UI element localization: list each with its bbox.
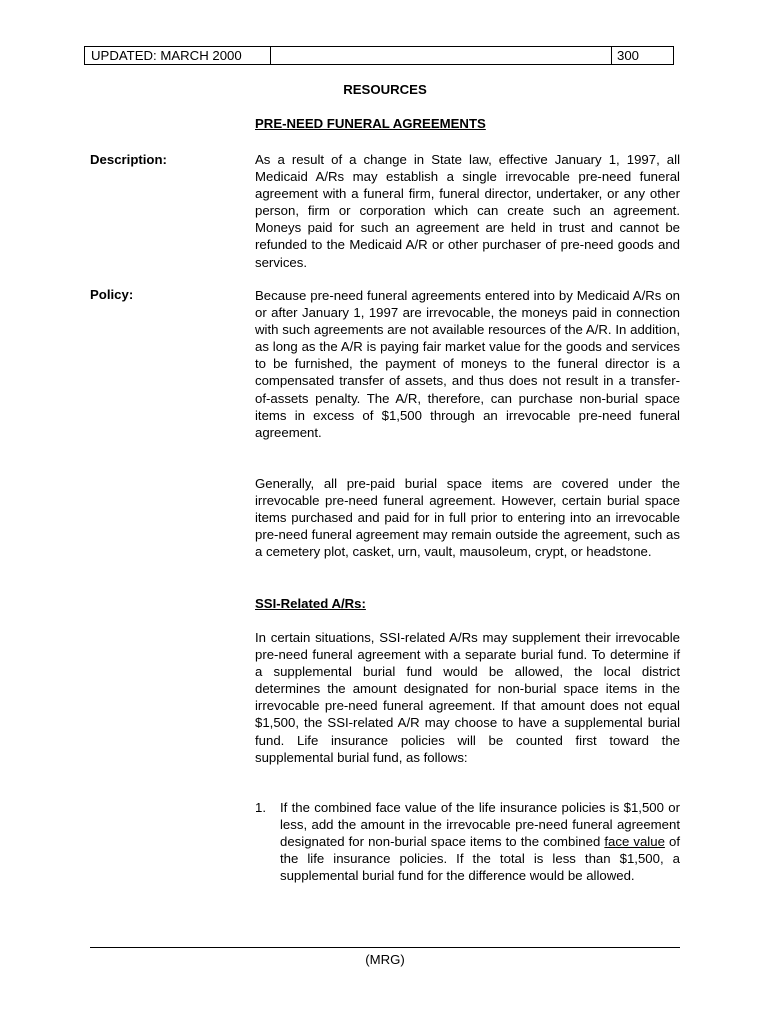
description-label: Description: xyxy=(90,152,167,167)
document-title: PRE-NEED FUNERAL AGREEMENTS xyxy=(255,116,486,131)
ssi-heading: SSI-Related A/Rs: xyxy=(255,596,366,611)
updated-date: UPDATED: MARCH 2000 xyxy=(85,47,271,64)
face-value-underlined: face value xyxy=(604,834,665,850)
list-text xyxy=(280,799,680,884)
list-text-part: of the life insurance policies. If the total is less than $1,500, a supplemental burial fund for the difference would be allowed. xyxy=(280,834,680,884)
header-blank-cell xyxy=(271,47,612,64)
list-text-part: If the combined face value of the life insurance policies is $1,500 or less, add the amount in the irrevocable pre-need funeral agreement designated for non-burial space items to the combined xyxy=(280,800,680,850)
footer-label: (MRG) xyxy=(365,952,405,967)
footer-rule xyxy=(90,947,680,948)
description-paragraph: As a result of a change in State law, effective January 1, 1997, all Medicaid A/Rs may establish a single irrevocable pre-need funeral agreement with a funeral firm, funeral director, undertaker, or any other person, firm or corporation which can create such an agreement. Moneys paid for such an agreement are held in trust and cannot be refunded to the Medicaid A/R or other purchaser of pre-need goods and services. xyxy=(255,152,680,270)
page-number: 300 xyxy=(617,48,640,63)
header-table xyxy=(84,46,674,65)
policy-paragraph-2: Generally, all pre-paid burial space items are covered under the irrevocable pre-need funeral agreement. However, certain burial space items purchased and paid for in full prior to entering into an irrevocable pre-need funeral agreement may remain outside the agreement, such as a cemetery plot, casket, urn, vault, mausoleum, crypt, or headstone. xyxy=(255,476,680,560)
section-title: RESOURCES xyxy=(343,82,427,97)
list-number: 1. xyxy=(255,800,266,815)
ssi-paragraph: In certain situations, SSI-related A/Rs may supplement their irrevocable pre-need funeral agreement with a separate burial fund. To determine if a supplemental burial fund would be allowed, the local district determines the amount designated for non-burial space items in the irrevocable pre-need funeral agreement. If that amount does not equal $1,500, the SSI-related A/R may choose to have a supplemental burial fund. Life insurance policies will be counted first toward the supplemental burial fund, as follows: xyxy=(255,630,680,765)
policy-label: Policy: xyxy=(90,287,134,302)
policy-paragraph-1: Because pre-need funeral agreements entered into by Medicaid A/Rs on or after January 1, 1997 are irrevocable, the moneys paid in connection with such agreements are not available resources of the A/R. In addition, as long as the A/R is paying fair market value for the goods and services to be furnished, the payment of moneys to the funeral director is a compensated transfer of assets, and thus does not result in a transfer-of-assets penalty. The A/R, therefore, can purchase non-burial space items in excess of $1,500 through an irrevocable pre-need funeral agreement. xyxy=(255,288,680,440)
